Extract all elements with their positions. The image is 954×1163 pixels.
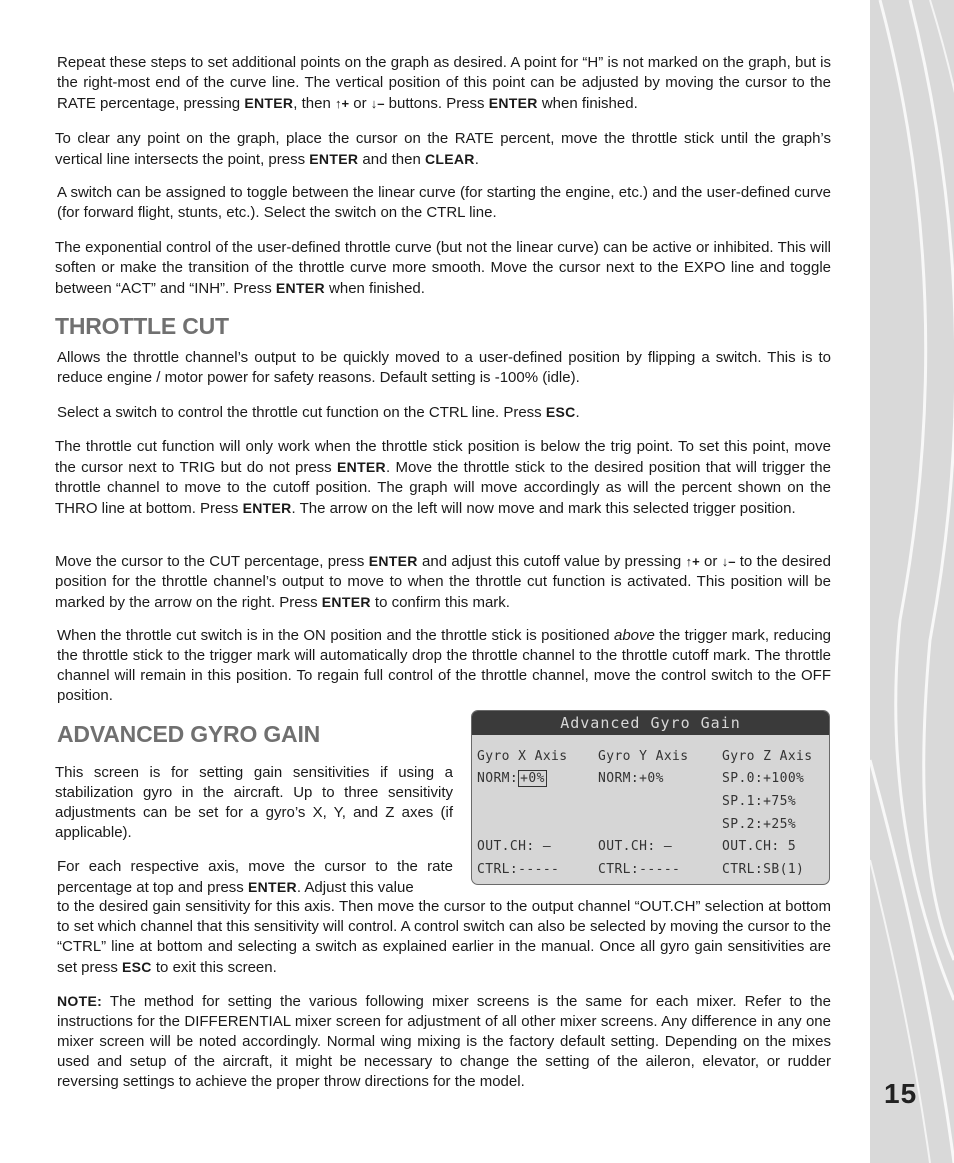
lcd-y-out-ch[interactable]: OUT.CH: – bbox=[598, 839, 673, 854]
lcd-x-norm[interactable]: NORM: +0% bbox=[477, 771, 545, 786]
throttle-cut-heading: THROTTLE CUT bbox=[55, 313, 229, 339]
gyro-paragraph-2-cont: to the desired gain sensitivity for this axis. Then move the cursor to the output channel “OUT.CH” selection at bottom to set which channel that this sensitivity will control. A control switch can also be selected by moving the cursor to the “CTRL” line at bottom and selecting a switch as explained earlier in the manual. Once all gyro gain sensitivities are set press ESC to exit this screen. bbox=[57, 898, 831, 976]
lcd-x-axis-header: Gyro X Axis bbox=[477, 749, 568, 764]
up-plus-buttons-icon: ↑+ bbox=[334, 96, 350, 111]
down-minus-buttons-icon: ↓– bbox=[370, 96, 385, 111]
esc-key-label: ESC bbox=[122, 959, 152, 975]
intro-paragraph-3: A switch can be assigned to toggle between the linear curve (for starting the engine, etc.) and the user-defined curve (for forward flight, stunts, etc.). Select the switch on the CTRL line. bbox=[57, 184, 831, 221]
enter-key-label: ENTER bbox=[368, 553, 418, 569]
lcd-x-ctrl[interactable]: CTRL:----- bbox=[477, 862, 560, 877]
intro-paragraph-2: To clear any point on the graph, place the cursor on the RATE percent, move the throttle stick until the graph’s vertical line intersects the point, press ENTER and then CLEAR. bbox=[55, 130, 831, 168]
note-label: NOTE: bbox=[57, 993, 103, 1009]
note-paragraph: NOTE: The method for setting the various following mixer screens is the same for each mixer. Refer to the instructions for the DIFFERENTIAL mixer screen for adjustment of all other mixer screens. Any difference in any one mixer screen will be noted accordingly. Normal wing mixing is the factory default setting. Depending on the mixes used and setup of the aircraft, it might be necessary to change the setting of the aileron, elevator, or rudder reversing settings to achieve the proper throw directions for the model. bbox=[57, 993, 831, 1090]
lcd-z-ctrl[interactable]: CTRL:SB(1) bbox=[722, 862, 805, 877]
sidebar-arc-decoration bbox=[870, 0, 954, 1163]
esc-key-label: ESC bbox=[545, 404, 576, 420]
throttle-cut-paragraph-2: Select a switch to control the throttle cut function on the CTRL line. Press ESC. bbox=[57, 404, 580, 421]
lcd-cursor-field: +0% bbox=[520, 771, 545, 786]
lcd-title: Advanced Gyro Gain bbox=[472, 711, 829, 735]
intro-paragraph-4: The exponential control of the user-defined throttle curve (but not the linear curve) can be active or inhibited. This will soften or make the transition of the throttle curve more smooth. Move the cursor next to the EXPO line and toggle between “ACT” and “INH”. Press ENTER when finished. bbox=[55, 239, 831, 297]
enter-key-label: ENTER bbox=[275, 280, 325, 296]
throttle-cut-paragraph-1: Allows the throttle channel’s output to be quickly moved to a user-defined position by flipping a switch. This is to reduce engine / motor power for safety reasons. Default setting is -100% (idle). bbox=[57, 349, 831, 386]
lcd-z-sp1[interactable]: SP.1:+75% bbox=[722, 794, 797, 809]
enter-key-label: ENTER bbox=[337, 459, 386, 475]
lcd-z-axis-header: Gyro Z Axis bbox=[722, 749, 813, 764]
gyro-gain-heading: ADVANCED GYRO GAIN bbox=[57, 721, 321, 747]
throttle-cut-paragraph-4: Move the cursor to the CUT percentage, press ENTER and adjust this cutoff value by pressing ↑+ or ↓– to the desired position for the throttle channel’s output to move to when the throttle cut function is activated. This position will be marked by the arrow on the right. Press ENTER to confirm this mark. bbox=[55, 553, 831, 611]
enter-key-label: ENTER bbox=[247, 879, 297, 895]
up-plus-buttons-icon: ↑+ bbox=[685, 554, 700, 569]
enter-key-label: ENTER bbox=[309, 151, 359, 167]
enter-key-label: ENTER bbox=[244, 95, 294, 111]
gyro-lcd-screen bbox=[471, 710, 830, 885]
enter-key-label: ENTER bbox=[321, 594, 371, 610]
down-minus-buttons-icon: ↓– bbox=[721, 554, 736, 569]
page-sidebar bbox=[870, 0, 954, 1163]
enter-key-label: ENTER bbox=[488, 95, 538, 111]
gyro-paragraph-1: This screen is for setting gain sensitivities if using a stabilization gyro in the aircraft. Up to three sensitivity adjustments can be set for a gyro’s X, Y, and Z axes (if applicable). bbox=[55, 764, 453, 841]
lcd-z-sp0[interactable]: SP.0:+100% bbox=[722, 771, 805, 786]
page-number: 15 bbox=[884, 1078, 918, 1109]
throttle-cut-paragraph-3: The throttle cut function will only work when the throttle stick position is below the trig point. To set this point, move the cursor next to TRIG but do not press ENTER. Move the throttle stick to the desired position that will trigger the throttle channel to move to the cutoff position. The graph will move accordingly as will the percent shown on the THRO line at bottom. Press ENTER. The arrow on the left will now move and mark this selected trigger position. bbox=[55, 438, 831, 517]
intro-paragraph-1: Repeat these steps to set additional points on the graph as desired. A point for “H” is not marked on the graph, but is the right-most end of the curve line. The vertical position of this point can be adjusted by moving the cursor to the RATE percentage, pressing ENTER, then ↑+ or ↓– buttons. Press ENTER when finished. bbox=[57, 54, 831, 112]
lcd-z-sp2[interactable]: SP.2:+25% bbox=[722, 817, 797, 832]
clear-key-label: CLEAR bbox=[424, 151, 475, 167]
lcd-y-norm[interactable]: NORM:+0% bbox=[598, 771, 664, 786]
lcd-y-ctrl[interactable]: CTRL:----- bbox=[598, 862, 681, 877]
lcd-z-out-ch[interactable]: OUT.CH: 5 bbox=[722, 839, 797, 854]
enter-key-label: ENTER bbox=[242, 500, 292, 516]
lcd-x-out-ch[interactable]: OUT.CH: – bbox=[477, 839, 552, 854]
throttle-cut-paragraph-5: When the throttle cut switch is in the ON position and the throttle stick is positioned above the trigger mark, reducing the throttle stick to the trigger mark will automatically drop the throttle channel to the throttle cutoff mark. The throttle channel will remain in this position. To regain full control of the throttle channel, move the control switch to the OFF position. bbox=[57, 627, 832, 704]
gyro-paragraph-2-start: For each respective axis, move the cursor to the rate percentage at top and press ENTER. Adjust this value bbox=[57, 858, 453, 896]
lcd-y-axis-header: Gyro Y Axis bbox=[598, 749, 689, 764]
